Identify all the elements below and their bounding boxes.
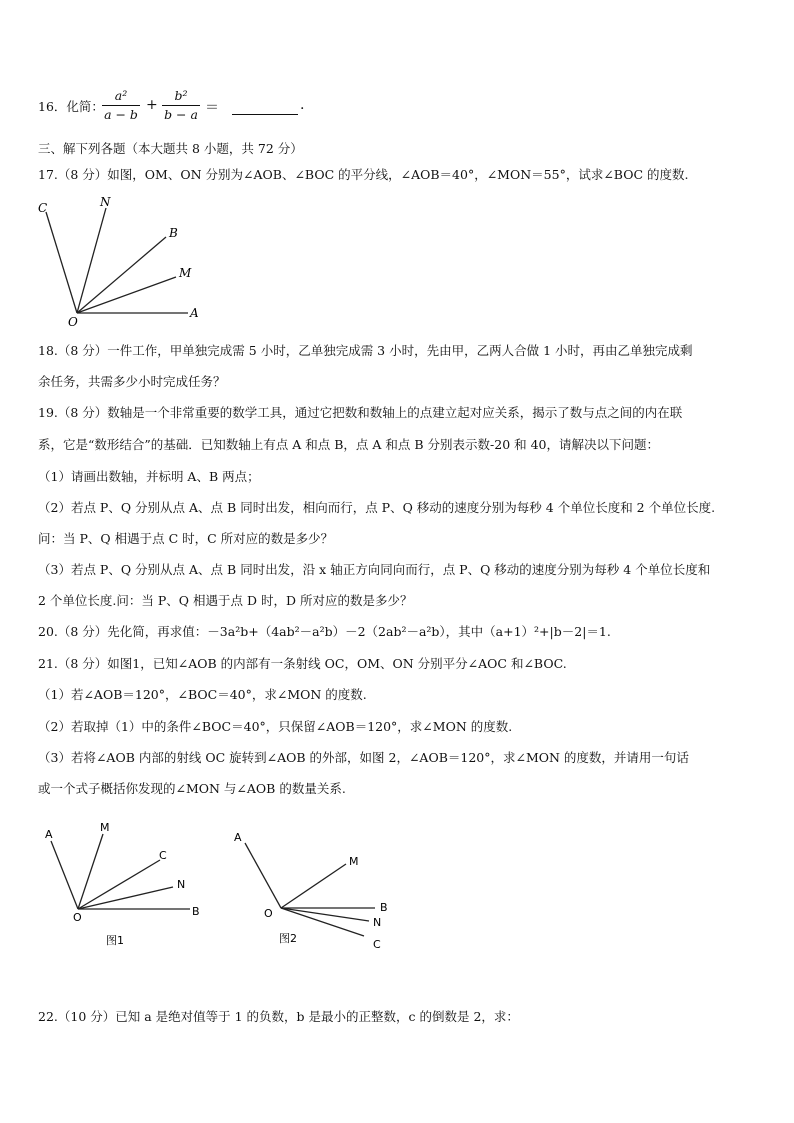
- q16-frac2-numerator: b²: [174, 88, 188, 103]
- q17-text: 17.（8 分）如图，OM、ON 分别为∠AOB、∠BOC 的平分线，∠AOB＝40°，∠MON＝55°，试求∠BOC 的度数.: [38, 167, 689, 182]
- fig2-label-o: O: [264, 907, 273, 920]
- fig2-label-m: M: [349, 855, 359, 868]
- q21-part2: （2）若取掉（1）中的条件∠BOC＝40°，只保留∠AOB＝120°，求∠MON 的度数.: [38, 719, 513, 734]
- q16-frac1-numerator: a²: [114, 88, 128, 103]
- ray-oc: [46, 212, 77, 313]
- fig2-ray-on: [281, 908, 369, 921]
- ray-om: [77, 277, 176, 313]
- fig1-label-b: B: [192, 905, 200, 918]
- q21-figure-1: [40, 816, 215, 951]
- fig2-label-b: B: [380, 901, 388, 914]
- q21-figure-2: [228, 816, 403, 951]
- q21-part1: （1）若∠AOB＝120°，∠BOC＝40°，求∠MON 的度数.: [38, 687, 367, 702]
- q16-frac1-denominator: a − b: [104, 107, 138, 122]
- ray-on: [77, 208, 106, 313]
- q19-part2b: 问：当 P、Q 相遇于点 C 时，C 所对应的数是多少？: [38, 531, 334, 546]
- fig1-ray-oa: [51, 841, 78, 909]
- q19-part2a: （2）若点 P、Q 分别从点 A、点 B 同时出发，相向而行，点 P、Q 移动的速度分别为每秒 4 个单位长度和 2 个单位长度.: [38, 500, 716, 515]
- q22-text: 22.（10 分）已知 a 是绝对值等于 1 的负数，b 是最小的正整数，c 的倒数是 2，求：: [38, 1009, 519, 1024]
- q21-text: 21.（8 分）如图1，已知∠AOB 的内部有一条射线 OC，OM、ON 分别平分∠AOC 和∠BOC.: [38, 656, 567, 671]
- label-o: O: [68, 315, 78, 329]
- fig2-ray-oa: [245, 843, 281, 908]
- q16-frac2-denominator: b − a: [164, 107, 198, 122]
- label-m: M: [179, 266, 192, 280]
- q18-line2: 余任务，共需多少小时完成任务？: [38, 374, 226, 389]
- q21-part3b: 或一个式子概括你发现的∠MON 与∠AOB 的数量关系.: [38, 781, 346, 796]
- q16-fraction-1: [102, 88, 140, 123]
- fig2-label-a: A: [234, 831, 242, 844]
- fig1-ray-oc: [78, 860, 160, 909]
- q19-part1: （1）请画出数轴，并标明 A、B 两点；: [38, 469, 260, 484]
- fig2-label-n: N: [373, 916, 382, 929]
- section-heading: 三、解下列各题（本大题共 8 小题，共 72 分）: [38, 141, 303, 156]
- label-a: A: [190, 306, 199, 320]
- q20-text: 20.（8 分）先化简，再求值：－3a²b+（4ab²－a²b）－2（2ab²－a²b），其中（a+1）²+|b－2|＝1.: [38, 624, 611, 639]
- q19-part3a: （3）若点 P、Q 分别从点 A、点 B 同时出发，沿 x 轴正方向同向而行，点 P、Q 移动的速度分别为每秒 4 个单位长度和: [38, 562, 711, 577]
- q17-figure: [30, 192, 210, 332]
- fig1-ray-om: [78, 834, 103, 909]
- fig1-label-o: O: [73, 911, 82, 924]
- fig2-ray-om: [281, 864, 346, 908]
- q16-equals: ＝: [205, 100, 219, 116]
- fig1-label-a: A: [45, 828, 53, 841]
- q16-fraction-2: [162, 88, 200, 123]
- ray-ob: [77, 237, 166, 313]
- fig1-label-m: M: [100, 821, 110, 834]
- label-b: B: [169, 226, 178, 240]
- fig1-label-c: C: [159, 849, 167, 862]
- q16-plus: +: [146, 97, 158, 113]
- fig2-label-c: C: [373, 938, 381, 951]
- fraction-bar: [102, 105, 140, 106]
- q18-line1: 18.（8 分）一件工作，甲单独完成需 5 小时，乙单独完成需 3 小时，先由甲，乙两人合做 1 小时，再由乙单独完成剩: [38, 343, 693, 358]
- q21-part3a: （3）若将∠AOB 内部的射线 OC 旋转到∠AOB 的外部，如图 2，∠AOB＝120°，求∠MON 的度数，并请用一句话: [38, 750, 689, 765]
- label-n: N: [100, 195, 111, 209]
- q16-prefix: 16．化简：: [38, 99, 104, 114]
- fraction-bar: [162, 105, 200, 106]
- q16-end: .: [300, 97, 305, 113]
- fig1-caption: 图1: [106, 934, 124, 947]
- q19-line2: 系，它是“数形结合”的基础．已知数轴上有点 A 和点 B，点 A 和点 B 分别表示数-20 和 40，请解决以下问题：: [38, 437, 660, 452]
- q19-part3b: 2 个单位长度.问：当 P、Q 相遇于点 D 时，D 所对应的数是多少？: [38, 593, 413, 608]
- label-c: C: [38, 201, 48, 215]
- fig1-ray-on: [78, 887, 173, 909]
- answer-blank: [232, 113, 298, 115]
- fig2-caption: 图2: [279, 932, 297, 945]
- q19-line1: 19.（8 分）数轴是一个非常重要的数学工具，通过它把数和数轴上的点建立起对应关系，揭示了数与点之间的内在联: [38, 405, 683, 420]
- fig1-label-n: N: [177, 878, 186, 891]
